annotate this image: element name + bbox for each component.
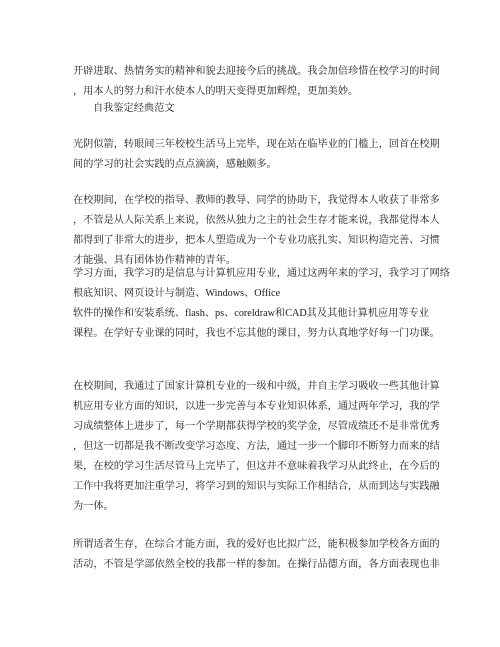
text-line: 开辟进取、热情务实的精神和貌去迎接今后的挑战。我会加倍珍惜在校学习的时间 xyxy=(73,66,440,77)
text-line: 学习方面，我学习的是信息与计算机应用专业，通过这两年来的学习，我学习了网络 xyxy=(73,268,450,279)
intro-paragraph xyxy=(73,62,440,102)
text-line: 为一体。 xyxy=(73,501,114,512)
text-line: ，用本人的努力和汗水使本人的明天变得更加辉煌，更加美妙。 xyxy=(73,86,359,97)
text-line: 都得到了非常大的进步，把本人塑造成为一个专业功底扎实、知识构造完善、习惯 xyxy=(73,235,440,246)
text-line: 软件的操作和安装系统、flash、ps、coreldraw和CAD其及其他计算机应用等专业 xyxy=(73,308,429,319)
text-line: 在校期间，在学校的指导、教师的教导、同学的协助下，我觉得本人收获了非常多 xyxy=(73,195,440,206)
text-line: 才能强、具有团体协作精神的青年。 xyxy=(73,255,236,266)
paragraph-4 xyxy=(73,377,440,517)
text-line: 活动，不管是学部依然全校的我都一样的参加。在操行品德方面，各方面表现也非 xyxy=(73,559,440,570)
text-line: 工作中我将更加注重学习，将学习到的知识与实际工作相结合，从而到达与实践融 xyxy=(73,481,440,492)
paragraph-2 xyxy=(73,191,440,271)
text-line: 光阴似箭，转眼间三年校校生活马上完毕，现在站在临毕业的门槛上，回首在校期 xyxy=(73,139,440,150)
text-line: 机应用专业方面的知识，以进一步完善与本专业知识体系，通过两年学习，我的学 xyxy=(73,401,440,412)
text-line: ，但这一切都是我不断改变学习态度、方法，通过一步一个脚印不断努力而来的结 xyxy=(73,441,440,452)
paragraph-5 xyxy=(73,535,440,575)
text-line: 间的学习的社会实践的点点滴滴，感触颇多。 xyxy=(73,159,277,170)
paragraph-3 xyxy=(73,264,450,344)
text-line: 课程。在学好专业课的同时，我也不忘其他的课目，努力认真地学好每一门功课。 xyxy=(73,328,440,339)
paragraph-1 xyxy=(73,135,440,175)
section-heading: 自我鉴定经典范文 xyxy=(93,103,175,114)
text-line: ，不管是从人际关系上来说，依然从独力之主的社会生存才能来说，我都觉得本人 xyxy=(73,215,440,226)
text-line: 所谓适者生存，在综合才能方面，我的爱好也比拟广泛，能积极参加学校各方面的 xyxy=(73,539,440,550)
text-line: 习成绩整体上进步了，每一个学期都获得学校的奖学金，尽管成绩还不是非常优秀 xyxy=(73,421,440,432)
text-line: 果，在校的学习生活尽管马上完毕了，但这并不意味着我学习从此终止，在今后的 xyxy=(73,461,440,472)
text-line: 在校期间，我通过了国家计算机专业的一级和中级，并自主学习吸收一些其他计算 xyxy=(73,381,440,392)
text-line: 根底知识、网页设计与制造、Windows、Office xyxy=(73,288,281,299)
